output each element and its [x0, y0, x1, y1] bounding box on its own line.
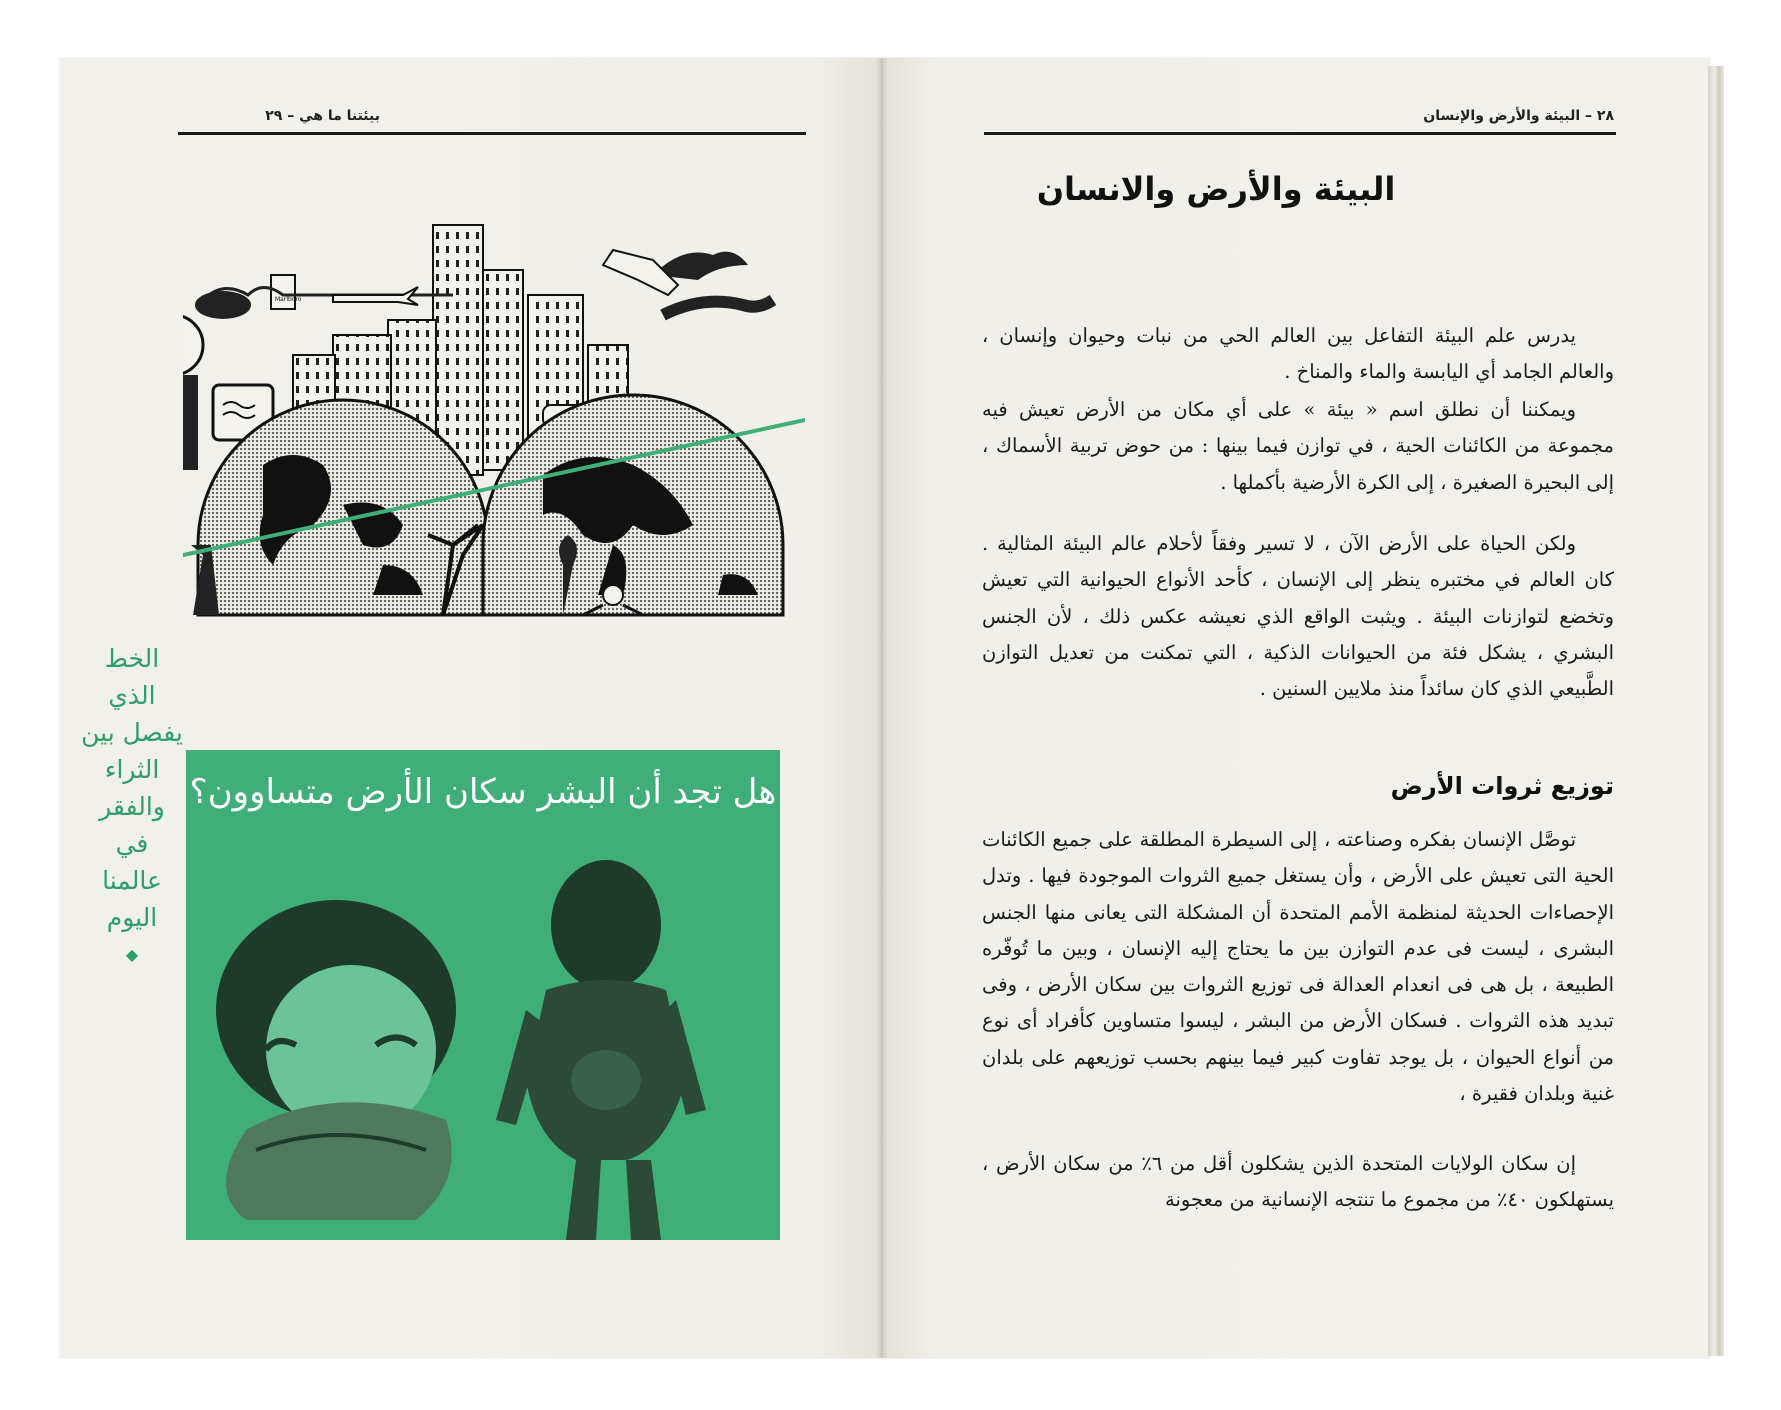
note-line: اليوم: [106, 903, 158, 932]
right-running-head: ٢٨ – البيئة والأرض والإنسان: [1423, 108, 1614, 124]
handwritten-note: [68, 640, 196, 973]
children-photo: [186, 750, 780, 1240]
section-paragraph-1: توصَّل الإنسان بفكره وصناعته ، إلى السيطرة المطلقة على جميع الكائنات الحية التى تعيش على الأرض ، وأن يستغل جميع الثروات الموجودة فيها . وتدل الإحصاءات الحديثة لمنظمة الأمم المتحدة أن المشكلة التى يعانى منها الجنس البشرى ، ليست فى عدم التوازن بين ما يحتاج إليه الإنسان ، وبين ما تُوفّره الطبيعة ، بل هى فى انعدام العدالة فى توزيع الثروات بين سكان الأرض ، وفى تبديد هذه الثروات . فسكان الأرض من البشر ، ليسوا متساوين كأفراد أى نوع من أنواع الحيوان ، بل يوجد تفاوت كبير فيما بينهم بحسب توزيعهم على بلدان غنية وبلدان فقيرة ،: [982, 828, 1614, 1106]
note-line: والفقر: [99, 792, 165, 821]
cartoon-illustration: [183, 215, 805, 715]
left-running-head: بيئتنا ما هي – ٢٩: [265, 108, 380, 124]
note-line: يفصل بين: [81, 718, 183, 747]
children-silhouettes: [186, 750, 780, 1240]
right-header-rule: [984, 132, 1616, 135]
note-line: عالمنا: [102, 866, 162, 895]
paragraph-2: ويمكننا أن نطلق اسم « بيئة » على أي مكان من الأرض تعيش فيه مجموعة من الكائنات الحية ، في توازن فيما بينها : من حوض تربية الأسماك ، إلى البحيرة الصغيرة ، إلى الكرة الأرضية بأكملها .: [982, 398, 1614, 494]
section-paragraph-2: إن سكان الولايات المتحدة الذين يشكلون أقل من ٦٪ من سكان الأرض ، يستهلكون ٤٠٪ من مجموع ما تنتجه الإنسانية من معجونة: [982, 1152, 1614, 1212]
note-line: الثراء: [104, 755, 160, 784]
note-line: الذي: [108, 681, 156, 710]
note-line: في: [115, 829, 149, 858]
left-header-rule: [178, 132, 806, 135]
photo-caption: هل تجد أن البشر سكان الأرض متساوون؟: [189, 772, 777, 812]
book-gutter: [876, 58, 888, 1358]
note-line: الخط: [104, 644, 160, 673]
page-edges: [1708, 66, 1724, 1356]
diamond-icon: ◆: [125, 945, 139, 964]
marlboro-sign: Marlboro: [275, 296, 302, 303]
chapter-title: البيئة والأرض والانسان: [1036, 170, 1396, 208]
section-title: توزيع ثروات الأرض: [1390, 772, 1614, 800]
paragraph-3: ولكن الحياة على الأرض الآن ، لا تسير وفقاً لأحلام عالم البيئة المثالية . كان العالم في مختبره ينظر إلى الإنسان ، كأحد الأنواع الحيوانية التي تعيش وتخضع لتوازنات البيئة . ويثبت الواقع الذي نعيشه عكس ذلك ، لأن الجنس البشري ، يشكل فئة من الحيوانات الذكية ، التي تمكنت من تعديل التوازن الطَّبيعي الذي كان سائداً منذ ملايين السنين .: [982, 532, 1614, 701]
paragraph-1: يدرس علم البيئة التفاعل بين العالم الحي من نبات وحيوان وإنسان ، والعالم الجامد أي اليابسة والماء والمناخ .: [982, 324, 1614, 384]
